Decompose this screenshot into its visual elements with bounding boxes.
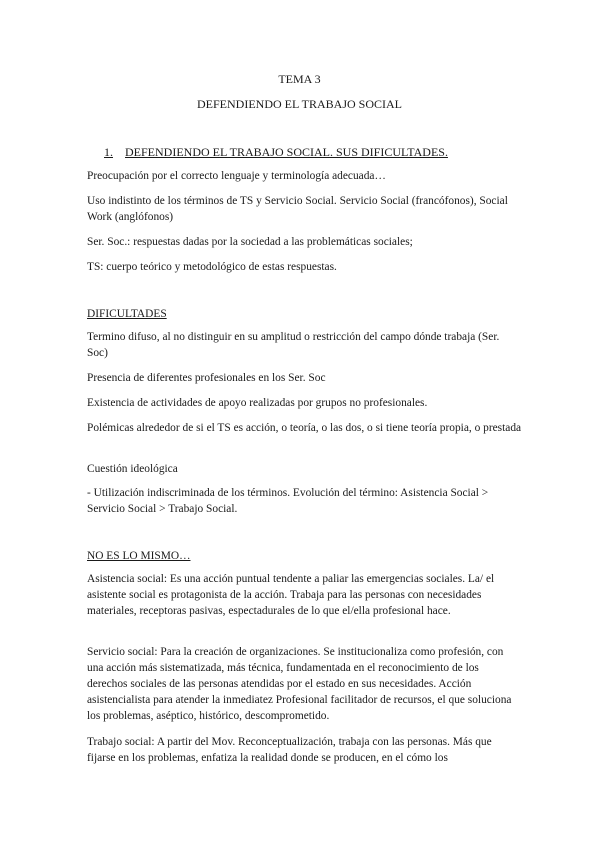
dificultades-heading: DIFICULTADES (87, 308, 167, 320)
document-subtitle: DEFENDIENDO EL TRABAJO SOCIAL (197, 97, 402, 111)
document-title: TEMA 3 (278, 72, 321, 86)
no-es-lo-mismo-heading-wrap (87, 548, 522, 564)
dificultades-heading-wrap (87, 306, 522, 322)
paragraph: Cuestión ideológica (87, 463, 178, 475)
section-number: 1. (104, 145, 113, 159)
paragraph: Termino difuso, al no distinguir en su amplitud o restricción del campo dónde trabaja (Ser. Soc) (87, 331, 500, 359)
paragraph: Presencia de diferentes profesionales en los Ser. Soc (87, 372, 326, 384)
paragraph: Asistencia social: Es una acción puntual tendente a paliar las emergencias sociales. La/ el asistente social es protagonista de la acción. Trabaja para las personas con necesidades materiales, receptoras pasivas, espectadurales de lo que el/ella profesional hace. (87, 573, 495, 617)
section-heading (104, 145, 448, 160)
paragraph: Uso indistinto de los términos de TS y Servicio Social. Servicio Social (francófonos), Social Work (anglófonos) (87, 195, 508, 223)
paragraph: TS: cuerpo teórico y metodológico de estas respuestas. (87, 261, 337, 273)
paragraph: Preocupación por el correcto lenguaje y terminología adecuada… (87, 170, 386, 182)
section-heading-text: DEFENDIENDO EL TRABAJO SOCIAL. SUS DIFICULTADES. (125, 145, 448, 159)
paragraph: - Utilización indiscriminada de los términos. Evolución del término: Asistencia Social > Servicio Social > Trabajo Social. (87, 487, 489, 515)
paragraph: Polémicas alrededor de si el TS es acción, o teoría, o las dos, o si tiene teoría propia, o prestada (87, 422, 522, 434)
paragraph: Existencia de actividades de apoyo realizadas por grupos no profesionales. (87, 397, 428, 409)
paragraph: Ser. Soc.: respuestas dadas por la sociedad a las problemáticas sociales; (87, 236, 413, 248)
paragraph: Servicio social: Para la creación de organizaciones. Se institucionaliza como profesión, con una acción más sistematizada, más técnica, fundamentada en el reconocimiento de los derechos sociales de las personas atendidas por el estado en sus necesidades. Acción asistencialista para atender la inmediatez Profesional facilitador de recursos, el que soluciona los problemas, aséptico, histórico, descomprometido. (87, 646, 512, 722)
paragraph: Trabajo social: A partir del Mov. Reconceptualización, trabaja con las personas. Más que fijarse en los problemas, enfatiza la realidad donde se producen, en el cómo los (87, 736, 492, 764)
no-es-lo-mismo-heading: NO ES LO MISMO… (87, 550, 191, 562)
